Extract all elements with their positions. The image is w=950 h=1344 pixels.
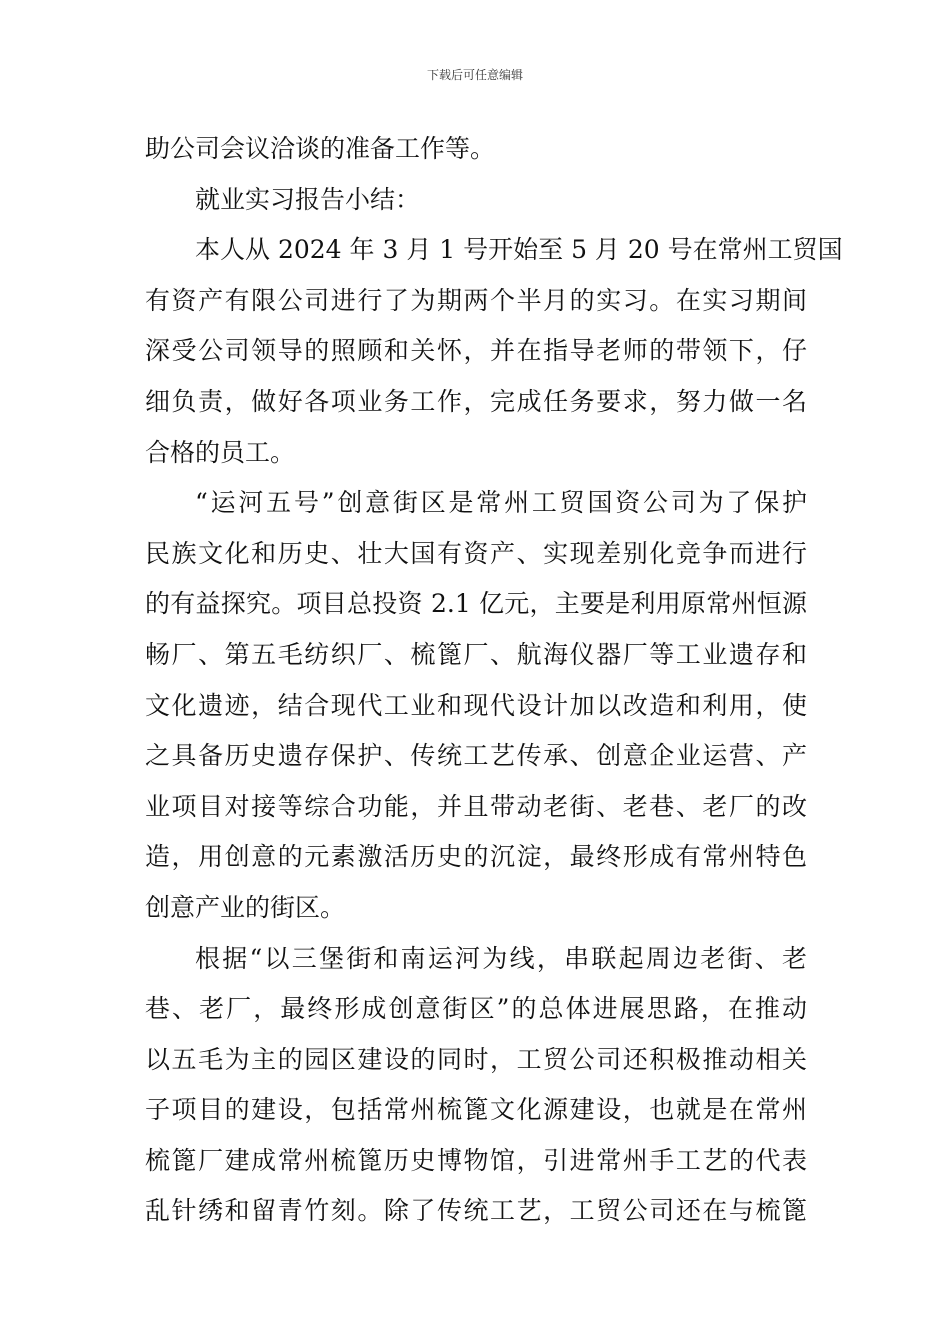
text-line: “运河五号”创意街区是常州工贸国资公司为了保护 (195, 488, 807, 518)
text-line: 巷、老厂，最终形成创意街区”的总体进展思路，在推动 (145, 994, 807, 1024)
text-line: 业项目对接等综合功能，并且带动老街、老巷、老厂的改 (145, 791, 807, 821)
text-line: 文化遗迹，结合现代工业和现代设计加以改造和利用，使 (145, 690, 807, 720)
text-line: 造，用创意的元素激活历史的沉淀，最终形成有常州特色 (145, 842, 807, 872)
text-line: 本人从 2024 年 3 月 1 号开始至 5 月 20 号在常州工贸国 (195, 235, 843, 265)
text-line: 之具备历史遗存保护、传统工艺传承、创意企业运营、产 (145, 741, 807, 771)
text-line: 以五毛为主的园区建设的同时，工贸公司还积极推动相关 (145, 1044, 807, 1074)
text-line: 的有益探究。项目总投资 2.1 亿元，主要是利用原常州恒源 (145, 589, 807, 619)
text-line: 乱针绣和留青竹刻。除了传统工艺，工贸公司还在与梳篦 (145, 1196, 807, 1226)
text-line: 合格的员工。 (145, 437, 296, 467)
text-line: 细负责，做好各项业务工作，完成任务要求，努力做一名 (145, 386, 807, 416)
text-line: 助公司会议洽谈的准备工作等。 (145, 134, 496, 163)
text-line: 民族文化和历史、壮大国有资产、实现差别化竞争而进行 (145, 538, 807, 568)
text-line: 根据“以三堡街和南运河为线，串联起周边老街、老 (195, 943, 807, 973)
text-line: 梳篦厂建成常州梳篦历史博物馆，引进常州手工艺的代表 (145, 1145, 807, 1175)
text-line: 畅厂、第五毛纺织厂、梳篦厂、航海仪器厂等工业遗存和 (145, 639, 807, 669)
text-line: 有资产有限公司进行了为期两个半月的实习。在实习期间 (145, 285, 807, 315)
text-line: 就业实习报告小结： (195, 184, 421, 214)
text-line: 子项目的建设，包括常州梳篦文化源建设，也就是在常州 (145, 1095, 807, 1125)
text-line: 创意产业的街区。 (145, 892, 346, 922)
text-line: 深受公司领导的照顾和关怀，并在指导老师的带领下，仔 (145, 336, 807, 366)
document-body (145, 124, 843, 1237)
page-header-note: 下载后可任意编辑 (426, 68, 523, 82)
